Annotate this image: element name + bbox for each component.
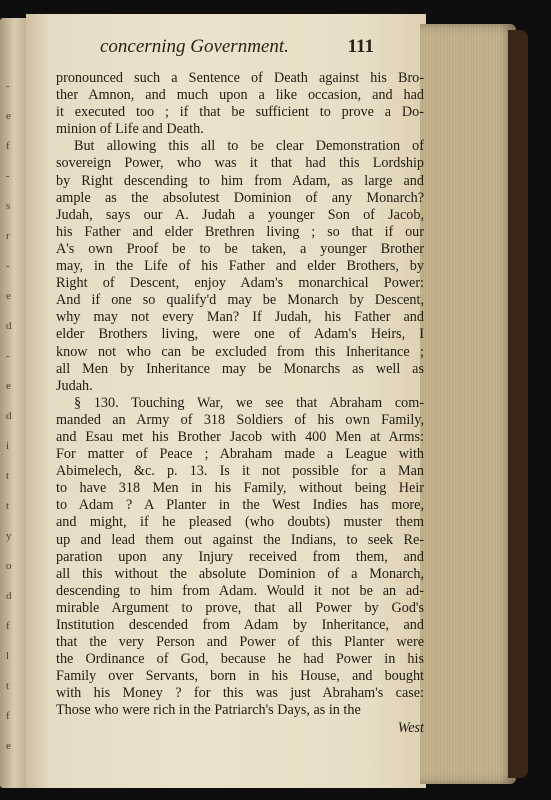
facing-page-fragment: y (6, 530, 12, 542)
text-line: Abimelech, &c. p. 13. Is it not possible for a Man (56, 463, 424, 480)
text-line: up and lead them out against the Indians, to seek Re- (56, 531, 424, 548)
text-line: paration upon any Injury received from them, and (56, 548, 424, 565)
text-line: his Father and elder Brethren living ; so that if our (56, 223, 424, 240)
running-head-title: concerning Government. (100, 36, 289, 57)
facing-page-fragment: r (6, 230, 10, 242)
text-line: pronounced such a Sentence of Death against his Bro- (56, 70, 424, 86)
text-line: Family over Servants, born in his House, and bought (56, 668, 424, 685)
facing-page-fragment: - (6, 350, 10, 362)
text-line: descending to him from Adam. Would it not be an ad- (56, 582, 424, 599)
text-line: Those who were rich in the Patriarch's Days, as in the (56, 702, 361, 719)
facing-page-fragment: d (6, 410, 12, 422)
text-line: may, in the Life of his Father and elder Brothers, by (56, 258, 424, 275)
text-line: with his Money ? for this was just Abraham's case: (56, 685, 424, 702)
text-line: And if one so qualify'd may be Monarch by Descent, (56, 292, 424, 309)
facing-page-fragment: s (6, 200, 11, 212)
text-line: elder Brothers living, were one of Adam's Heirs, I (56, 326, 424, 343)
text-line: know not who can be excluded from this Inheritance ; (56, 343, 424, 360)
facing-page-fragment: t (6, 680, 10, 692)
text-line: it executed too ; if that be sufficient to prove a Do- (56, 104, 424, 121)
text-line: that the very Person and Power of this Planter were (56, 634, 424, 651)
text-line: the Ordinance of God, because he had Power in his (56, 651, 424, 668)
facing-page-fragment: f (6, 620, 10, 632)
text-line: Institution descended from Adam by Inheritance, and (56, 617, 424, 633)
text-line: Right of Descent, enjoy Adam's monarchical Power: (56, 275, 424, 292)
text-line: to have 318 Men in his Family, without being Heir (56, 480, 424, 497)
facing-page-fragment: d (6, 590, 12, 602)
text-line: But allowing this all to be clear Demonstration of (74, 138, 424, 155)
facing-page-edge (0, 18, 26, 788)
text-line: A's own Proof be to be taken, a younger Brother (56, 240, 424, 257)
text-line: Judah. (56, 377, 93, 394)
facing-page-fragment: l (6, 650, 10, 662)
text-line: and might, if he pleased (who doubts) muster them (56, 514, 424, 531)
text-line: ample as the absolutest Dominion of any Monarch? (56, 189, 424, 206)
text-line: manded an Army of 318 Soldiers of his own Family, (56, 411, 424, 428)
text-line: by Right descending to him from Adam, as large and (56, 172, 424, 189)
facing-page-fragment: - (6, 80, 10, 92)
text-line: all this without the absolute Dominion of a Monarch, (56, 565, 424, 582)
text-line: For matter of Peace ; Abraham made a League with (56, 446, 424, 463)
facing-page-fragment: e (6, 380, 11, 392)
running-head (100, 36, 400, 64)
facing-page-fragment: t (6, 470, 10, 482)
facing-page-fragment: f (6, 140, 10, 152)
facing-page-fragment: e (6, 740, 11, 752)
facing-page-fragment: f (6, 710, 10, 722)
facing-page-fragment: d (6, 320, 12, 332)
facing-page-fragment: o (6, 560, 12, 572)
facing-page-fragment: - (6, 260, 10, 272)
body-text (56, 70, 424, 737)
page-number: 111 (347, 36, 374, 57)
text-line: minion of Life and Death. (56, 121, 204, 138)
facing-page-fragment: - (6, 170, 10, 182)
text-line: § 130. Touching War, we see that Abraham com- (74, 394, 424, 411)
catchword: West (397, 719, 424, 736)
text-line: Judah, says our A. Judah a younger Son of Jacob, (56, 206, 424, 223)
text-line: sovereign Power, who was it that had this Lordship (56, 155, 424, 172)
text-line: ther Amnon, and much upon a like occasion, and had (56, 87, 424, 104)
text-line: and Esau met his Brother Jacob with 400 Men at Arms: (56, 428, 424, 445)
page-edges (420, 24, 516, 784)
facing-page-fragment: e (6, 290, 11, 302)
book-cover (508, 30, 528, 778)
text-line: why may not every Man? If Judah, his Father and (56, 309, 424, 326)
text-line: all Men by Inheritance may be Monarchs as well as (56, 360, 424, 377)
text-line: mirable Argument to prove, that all Power by God's (56, 599, 424, 616)
facing-page-fragment: i (6, 440, 10, 452)
facing-page-fragment: t (6, 500, 10, 512)
facing-page-fragment: e (6, 110, 11, 122)
text-line: to Adam ? A Planter in the West Indies has more, (56, 497, 424, 514)
